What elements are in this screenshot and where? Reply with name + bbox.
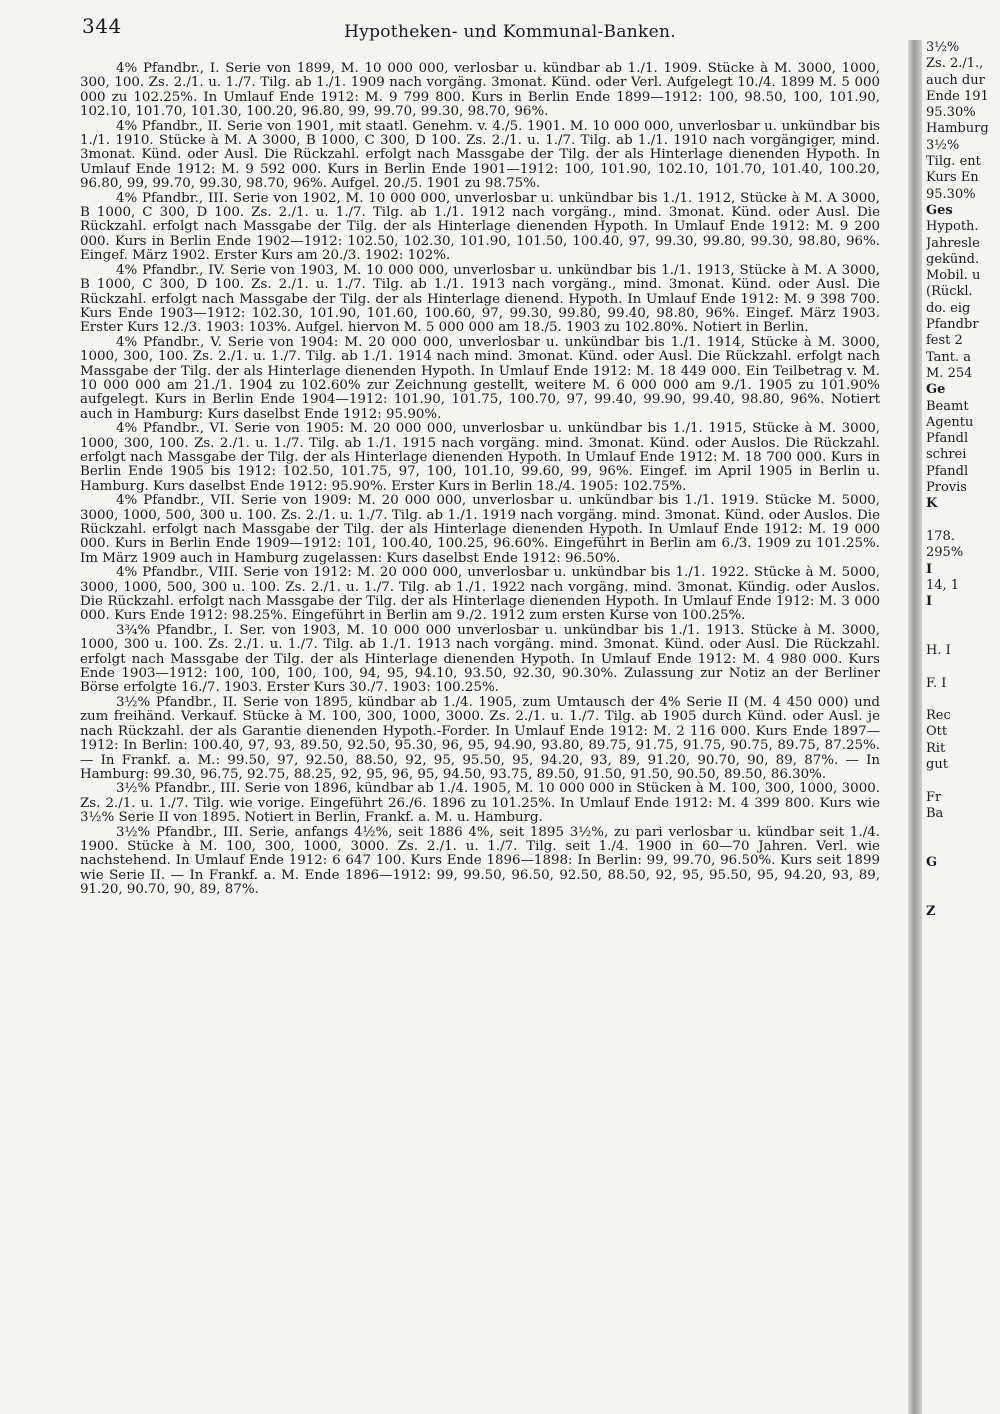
adjacent-page-fragment: Tilg. ent [926, 154, 981, 170]
adjacent-page-fragment: schrei [926, 447, 967, 463]
adjacent-page-fragment: gekünd. [926, 251, 980, 267]
adjacent-page-fragment: Beamt [926, 398, 969, 414]
pfandbrief-entry: 3½% Pfandbr., III. Serie von 1896, kündbar ab 1./4. 1905, M. 10 000 000 in Stücken à M. 100, 300, 1000, 3000. Zs. 2./1. u. 1./7. Tilg. wie vorige. Eingeführt 26./6. 1896 zu 101.25%. In Umlauf Ende 1912: M. 4 399 800. Kurs wie 3½% Serie II von 1895. Notiert in Berlin, Frankf. a. M. u. Hamburg. [80, 781, 880, 826]
adjacent-page-fragment: Hamburg [926, 121, 989, 137]
adjacent-page-fragment [926, 692, 1000, 708]
adjacent-page-fragment: I [926, 561, 933, 577]
adjacent-page-fragment [926, 627, 1000, 643]
adjacent-page-fragment: I [926, 594, 933, 610]
adjacent-page-fragment: 95.30% [926, 105, 976, 121]
adjacent-page-fragment: fest 2 [926, 333, 963, 349]
pfandbrief-entry: 4% Pfandbr., IV. Serie von 1903, M. 10 000 000, unverlosbar u. unkündbar bis 1./1. 1913, Stücke à M. A 3000, B 1000, C 300, D 100. Zs. 2./1. u. 1./7. Tilg. ab 1./1. 1913 nach vorgäng., mind. 3monat. Künd. oder Ausl. Die Rückzahl. erfolgt nach Massgabe der Tilg. der als Hinterlage dienend. Hypoth. In Umlauf Ende 1912: M. 9 398 700. Kurs Ende 1903—1912: 102.30, 101.90, 101.60, 100.60, 97, 99.30, 99.80, 99.40, 98.80, 96%. Eingef. März 1903. Erster Kurs 12./3. 1903: 103%. Aufgel. hiervon M. 5 000 000 am 18./5. 1903 zu 102.80%. Notiert in Berlin. [80, 262, 880, 336]
adjacent-page-fragment [926, 839, 1000, 855]
page-number: 344 [82, 14, 122, 38]
adjacent-page-fragment: M. 254 [926, 365, 973, 381]
adjacent-page-fragment: Rit [926, 740, 946, 756]
pfandbrief-entry: 4% Pfandbr., VI. Serie von 1905: M. 20 000 000, unverlosbar u. unkündbar bis 1./1. 1915, Stücke à M. 3000, 1000, 300, 100. Zs. 2./1. u. 1./7. Tilg. ab 1./1. 1915 nach vorgäng. mind. 3monat. Künd. oder Auslos. Die Rückzahl. erfolgt nach Massgabe der Tilg. der als Hinterlage dienenden Hypoth. In Umlauf Ende 1912: M. 18 700 000. Kurs in Berlin Ende 1905 bis 1912: 102.50, 101.75, 97, 100, 101.10, 99.60, 99, 96%. Eingef. im April 1905 in Berlin u. Hamburg. Kurs daselbst Ende 1912: 95.90%. Erster Kurs in Berlin 18./4. 1905: 102.75%. [80, 421, 880, 494]
adjacent-page-fragment: Kurs En [926, 170, 979, 186]
adjacent-page-fragment [926, 773, 1000, 789]
adjacent-page-fragment: Mobil. u [926, 268, 981, 284]
adjacent-page-column [926, 40, 1000, 1414]
adjacent-page-fragment: H. I [926, 642, 951, 658]
adjacent-page-fragment: 95.30% [926, 186, 976, 202]
pfandbrief-entry: 3½% Pfandbr., II. Serie von 1895, kündbar ab 1./4. 1905, zum Umtausch der 4% Serie II (M. 4 450 000) und zum freihänd. Verkauf. Stücke à M. 100, 300, 1000, 3000. Zs. 2./1. u. 1./7. Tilg. ab 1905 durch Künd. oder Ausl. je nach Rückzahl. der als Garantie dienenden Hypoth.-Forder. In Umlauf Ende 1912: M. 2 116 000. Kurs Ende 1897—1912: In Berlin: 100.40, 97, 93, 89.50, 92.50, 95.30, 96, 95, 94.90, 93.80, 89.75, 91.75, 91.75, 90.75, 89.75, 87.25%. — In Frankf. a. M.: 99.50, 97, 92.50, 88.50, 92, 95, 95.50, 95, 94.20, 93, 89, 91.20, 90.70, 90, 89, 87%. — In Hamburg: 99.30, 96.75, 92.75, 88.25, 92, 95, 96, 95, 94.50, 93.75, 89.50, 91.50, 91.50, 90.50, 89.50, 86.30%. [80, 694, 880, 782]
adjacent-page-fragment: Fr [926, 789, 942, 805]
adjacent-page-fragment: auch dur [926, 72, 985, 88]
adjacent-page-fragment: 295% [926, 545, 964, 561]
pfandbrief-entry: 4% Pfandbr., I. Serie von 1899, M. 10 000 000, verlosbar u. kündbar ab 1./1. 1909. Stücke à M. 3000, 1000, 300, 100. Zs. 2./1. u. 1./7. Tilg. ab 1./1. 1909 nach vorgäng. 3monat. Künd. oder Verl. Aufgelegt 10./4. 1899 M. 5 000 000 zu 102.25%. In Umlauf Ende 1912: M. 9 799 800. Kurs in Berlin Ende 1899—1912: 100, 98.50, 100, 101.90, 102.10, 101.70, 101.30, 100.20, 96.80, 99, 99.70, 99.30, 98.70, 96%. [80, 61, 880, 120]
adjacent-page-fragment: Ges [926, 202, 953, 218]
adjacent-page-fragment [926, 822, 1000, 838]
adjacent-page-fragment: Jahresle [926, 235, 980, 251]
adjacent-page-fragment: 178. [926, 528, 955, 544]
adjacent-page-fragment: 14, 1 [926, 577, 960, 593]
pfandbrief-entry: 4% Pfandbr., VIII. Serie von 1912: M. 20 000 000, unverlosbar u. unkündbar bis 1./1. 1922. Stücke à M. 5000, 3000, 1000, 500, 300 u. 100. Zs. 2./1. u. 1./7. Tilg. ab 1./1. 1922 nach vorgäng. mind. 3monat. Kündig. oder Auslos. Die Rückzahl. erfolgt nach Massgabe der Tilg. der als Hinterlage dienenden Hypoth. In Umlauf Ende 1912: M. 3 000 000. Kurs Ende 1912: 98.25%. Eingeführt in Berlin am 9./2. 1912 zum ersten Kurse von 100.25%. [80, 565, 880, 624]
adjacent-page-fragment [926, 610, 1000, 626]
adjacent-page-fragment: Rec [926, 708, 951, 724]
main-text-column [80, 62, 880, 898]
adjacent-page-fragment: Tant. a [926, 349, 972, 365]
pfandbrief-entry: 4% Pfandbr., III. Serie von 1902, M. 10 000 000, unverlosbar u. unkündbar bis 1./1. 1912, Stücke à M. A 3000, B 1000, C 300, D 100. Zs. 2./1. u. 1./7. Tilg. ab 1./1. 1912 nach vorgäng., mind. 3monat. Künd. oder Ausl. Die Rückzahl. erfolgt nach Massgabe der Tilg. der als Hinterlage dienenden Hypoth. In Umlauf Ende 1912: M. 9 200 000. Kurs in Berlin Ende 1902—1912: 102.50, 102.30, 101.90, 101.50, 100.40, 97, 99.30, 99.80, 99.30, 98.80, 96%. Eingef. März 1902. Erster Kurs am 20./3. 1902: 102%. [80, 190, 880, 264]
adjacent-page-fragment: Z [926, 903, 936, 919]
pfandbrief-entry: 3½% Pfandbr., III. Serie, anfangs 4½%, seit 1886 4%, seit 1895 3½%, zu pari verlosbar u. kündbar seit 1./4. 1900. Stücke à M. 100, 300, 1000, 3000. Zs. 2./1. u. 1./7. Tilg. seit 1./4. 1900 in 60—70 Jahren. Verl. wie nachstehend. In Umlauf Ende 1912: 6 647 100. Kurs Ende 1896—1898: In Berlin: 99, 99.70, 96.50%. Kurs seit 1899 wie Serie II. — In Frankf. a. M. Ende 1896—1912: 99, 99.50, 96.50, 92.50, 88.50, 92, 95, 95.50, 95, 94.20, 93, 89, 91.20, 90.70, 90, 89, 87%. [80, 824, 880, 898]
adjacent-page-fragment: Agentu [926, 414, 974, 430]
adjacent-page-fragment: Ba [926, 805, 944, 821]
page-fold-shadow [908, 40, 922, 1414]
adjacent-page-fragment: G [926, 854, 938, 870]
pfandbrief-entry: 4% Pfandbr., V. Serie von 1904: M. 20 000 000, unverlosbar u. unkündbar bis 1./1. 1914, Stücke à M. 3000, 1000, 300, 100. Zs. 2./1. u. 1./7. Tilg. ab 1./1. 1914 nach mind. 3monat. Künd. oder Ausl. Die Rückzahl. erfolgt nach Massgabe der Tilg. der als Hinterlage dienenden Hypoth. In Umlauf Ende 1912: M. 18 449 000. Ein Teilbetrag v. M. 10 000 000 am 21./1. 1904 zu 102.60% zur Zeichnung gestellt, weitere M. 6 000 000 am 9./1. 1905 zu 101.90% aufgelegt. Kurs in Berlin Ende 1904—1912: 101.90, 101.75, 100.70, 97, 99.40, 99.90, 99.40, 98.80, 96%. Notiert auch in Hamburg: Kurs daselbst Ende 1912: 95.90%. [80, 334, 880, 422]
adjacent-page-fragment: Ott [926, 724, 948, 740]
adjacent-page-fragment: K [926, 496, 938, 512]
adjacent-page-fragment: Pfandl [926, 463, 969, 479]
adjacent-page-fragment [926, 513, 1000, 529]
adjacent-page-fragment: gut [926, 757, 948, 773]
adjacent-page-fragment [926, 659, 1000, 675]
pfandbrief-entry: 4% Pfandbr., VII. Serie von 1909: M. 20 000 000, unverlosbar u. unkündbar bis 1./1. 1919. Stücke M. 5000, 3000, 1000, 500, 300 u. 100. Zs. 2./1. u. 1./7. Tilg. ab 1./1. 1919 nach vorgäng. mind. 3monat. Künd. oder Auslos. Die Rückzahl. erfolgt nach Massgabe der Tilg. der als Hinterlage dienenden Hypoth. In Umlauf Ende 1912: M. 19 000 000. Kurs in Berlin Ende 1909—1912: 101, 100.40, 100.25, 96.60%. Eingeführt in Berlin am 6./3. 1909 zu 101.25%. Im März 1909 auch in Hamburg zugelassen: Kurs daselbst Ende 1912: 96.50%. [80, 493, 880, 566]
adjacent-page-fragment: Zs. 2./1., [926, 56, 984, 72]
adjacent-page-fragment: Ge [926, 382, 946, 398]
pfandbrief-entry: 4% Pfandbr., II. Serie von 1901, mit staatl. Genehm. v. 4./5. 1901. M. 10 000 000, unverlosbar u. unkündbar bis 1./1. 1910. Stücke à M. A 3000, B 1000, C 300, D 100. Zs. 2./1. u. 1./7. Tilg. ab 1./1. 1910 nach vorgängiger, mind. 3monat. Künd. oder Ausl. Die Rückzahl. erfolgt nach Massgabe der Tilg. der als Hinterlage dienenden Hypoth. In Umlauf Ende 1912: M. 9 592 000. Kurs in Berlin Ende 1901—1912: 100, 101.90, 102.10, 101.70, 101.40, 100.20, 96.80, 99, 99.70, 99.30, 98.70, 96%. Aufgel. 20./5. 1901 zu 98.75%. [80, 118, 880, 192]
running-head: Hypotheken- und Kommunal-Banken. [344, 22, 676, 42]
adjacent-page-fragment: 3½% [926, 40, 960, 55]
adjacent-page-fragment: (Rückl. [926, 284, 973, 300]
adjacent-page-fragment: Hypoth. [926, 219, 979, 235]
adjacent-page-fragment [926, 871, 1000, 887]
adjacent-page-fragment: do. eig [926, 300, 971, 316]
adjacent-page-fragment: Provis [926, 480, 967, 496]
adjacent-page-fragment: F. I [926, 675, 947, 691]
adjacent-page-fragment: Ende 191 [926, 88, 989, 104]
adjacent-page-fragment: 3½% [926, 137, 960, 153]
adjacent-page-fragment [926, 887, 1000, 903]
adjacent-page-fragment: Pfandbr [926, 317, 979, 333]
pfandbrief-entry: 3¾% Pfandbr., I. Ser. von 1903, M. 10 000 000 unverlosbar u. unkündbar bis 1./1. 1913. Stücke à M. 3000, 1000, 300 u. 100. Zs. 2./1. u. 1./7. Tilg. ab 1./1. 1913 nach vorgäng. mind. 3monat. Künd. oder Ausl. Die Rückzahl. erfolgt nach Massgabe der Tilg. der als Hinterlage dienenden Hypoth. In Umlauf Ende 1912: M. 4 980 000. Kurs Ende 1903—1912: 100, 100, 100, 100, 94, 95, 94.10, 93.50, 92.30, 90.30%. Zulassung zur Notiz an der Berliner Börse erfolgte 16./7. 1903. Erster Kurs 30./7. 1903: 100.25%. [80, 622, 880, 696]
adjacent-page-fragment: Pfandl [926, 431, 969, 447]
